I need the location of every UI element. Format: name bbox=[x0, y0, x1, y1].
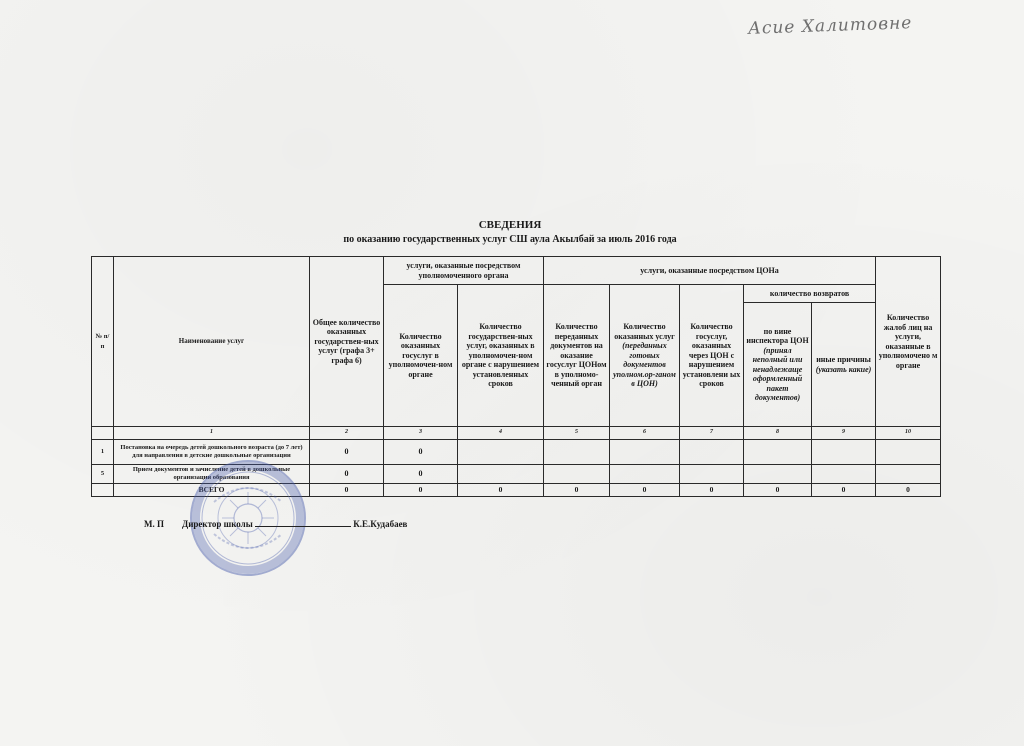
total-value: 0 bbox=[876, 484, 941, 497]
column-number-row bbox=[92, 427, 941, 440]
total-value: 0 bbox=[384, 484, 458, 497]
total-value: 0 bbox=[610, 484, 680, 497]
header-row-groups bbox=[92, 257, 941, 285]
cell-value bbox=[458, 465, 544, 484]
cell-value bbox=[610, 465, 680, 484]
total-label: ВСЕГО bbox=[114, 484, 310, 497]
director-name: К.Е.Кудабаев bbox=[353, 519, 408, 529]
row-service-name: Прием документов и зачисление детей в дошкольные организации образования bbox=[114, 465, 310, 484]
official-stamp bbox=[190, 460, 306, 576]
header-con-count-note: (переданных готовых документов уполном.ор-ганом в ЦОН) bbox=[613, 341, 676, 389]
row-number: 5 bbox=[92, 465, 114, 484]
header-con-violation: Количество госуслуг, оказанных через ЦОН с нарушением установлени ых сроков bbox=[680, 285, 744, 427]
header-returns-group: количество возвратов bbox=[744, 285, 876, 303]
header-return-inspector-main: по вине инспектора ЦОН bbox=[746, 326, 809, 345]
column-number: 2 bbox=[310, 427, 384, 440]
header-return-other-note: (указать какие) bbox=[815, 364, 872, 374]
header-return-other bbox=[812, 303, 876, 427]
stamp-emblem-icon bbox=[192, 462, 304, 574]
column-number: 6 bbox=[610, 427, 680, 440]
director-position: Директор школы bbox=[182, 519, 253, 529]
cell-value: 0 bbox=[384, 440, 458, 465]
stamp-place-label: М. П bbox=[144, 519, 164, 529]
row-number: 1 bbox=[92, 440, 114, 465]
cell-value bbox=[544, 465, 610, 484]
header-num: № п/п bbox=[92, 257, 114, 427]
signature-line bbox=[144, 519, 407, 529]
cell-value bbox=[680, 440, 744, 465]
cell-value bbox=[744, 465, 812, 484]
total-value: 0 bbox=[544, 484, 610, 497]
column-number: 10 bbox=[876, 427, 941, 440]
total-value: 0 bbox=[310, 484, 384, 497]
header-group-con: услуги, оказанные посредством ЦОНа bbox=[544, 257, 876, 285]
cell-value: 0 bbox=[310, 440, 384, 465]
column-number: 9 bbox=[812, 427, 876, 440]
column-number: 1 bbox=[114, 427, 310, 440]
column-number: 5 bbox=[544, 427, 610, 440]
cell-value bbox=[812, 465, 876, 484]
total-value: 0 bbox=[680, 484, 744, 497]
header-con-count bbox=[610, 285, 680, 427]
cell-value bbox=[458, 440, 544, 465]
column-number: 7 bbox=[680, 427, 744, 440]
header-return-other-main: иные причины bbox=[816, 355, 871, 364]
header-auth-count: Количество оказанных госуслуг в уполномочен-ном органе bbox=[384, 285, 458, 427]
header-total: Общее количество оказанных государствен-ных услуг (графа 3+ графа 6) bbox=[310, 257, 384, 427]
handwritten-note: Асие Халитовне bbox=[747, 13, 913, 39]
cell-value bbox=[876, 465, 941, 484]
total-value: 0 bbox=[812, 484, 876, 497]
cell-value bbox=[812, 440, 876, 465]
header-return-inspector bbox=[744, 303, 812, 427]
header-con-docs: Количество переданных документов на оказание госуслуг ЦОНом в уполномо-ченный орган bbox=[544, 285, 610, 427]
cell-value: 0 bbox=[384, 465, 458, 484]
cell-value bbox=[744, 440, 812, 465]
table-row bbox=[92, 440, 941, 465]
header-complaints: Количество жалоб лиц на услуги, оказанные в уполномочено м органе bbox=[876, 257, 941, 427]
cell-value: 0 bbox=[310, 465, 384, 484]
cell-value bbox=[544, 440, 610, 465]
column-number: 3 bbox=[384, 427, 458, 440]
header-group-authorized: услуги, оказанные посредством уполномоченного органа bbox=[384, 257, 544, 285]
header-auth-violation: Количество государствен-ных услуг, оказанных в уполномочен-ном органе с нарушением установленных сроков bbox=[458, 285, 544, 427]
column-number: 8 bbox=[744, 427, 812, 440]
cell-value bbox=[680, 465, 744, 484]
column-number: 4 bbox=[458, 427, 544, 440]
total-value: 0 bbox=[458, 484, 544, 497]
signature-blank bbox=[255, 526, 351, 527]
document-subtitle: по оказанию государственных услуг СШ аула Акылбай за июль 2016 года bbox=[343, 234, 677, 245]
cell-value bbox=[610, 440, 680, 465]
total-value: 0 bbox=[744, 484, 812, 497]
header-return-inspector-note: (принял неполный или ненадлежаще оформленный пакет документов) bbox=[752, 345, 803, 402]
cell-value bbox=[876, 440, 941, 465]
header-service-name: Наименование услуг bbox=[114, 257, 310, 427]
services-report-table bbox=[91, 256, 941, 497]
row-service-name: Постановка на очередь детей дошкольного возраста (до 7 лет) для направления в детские дошкольные организации bbox=[114, 440, 310, 465]
header-con-count-main: Количество оказанных услуг bbox=[614, 322, 675, 341]
document-title: СВЕДЕНИЯ bbox=[478, 219, 542, 231]
